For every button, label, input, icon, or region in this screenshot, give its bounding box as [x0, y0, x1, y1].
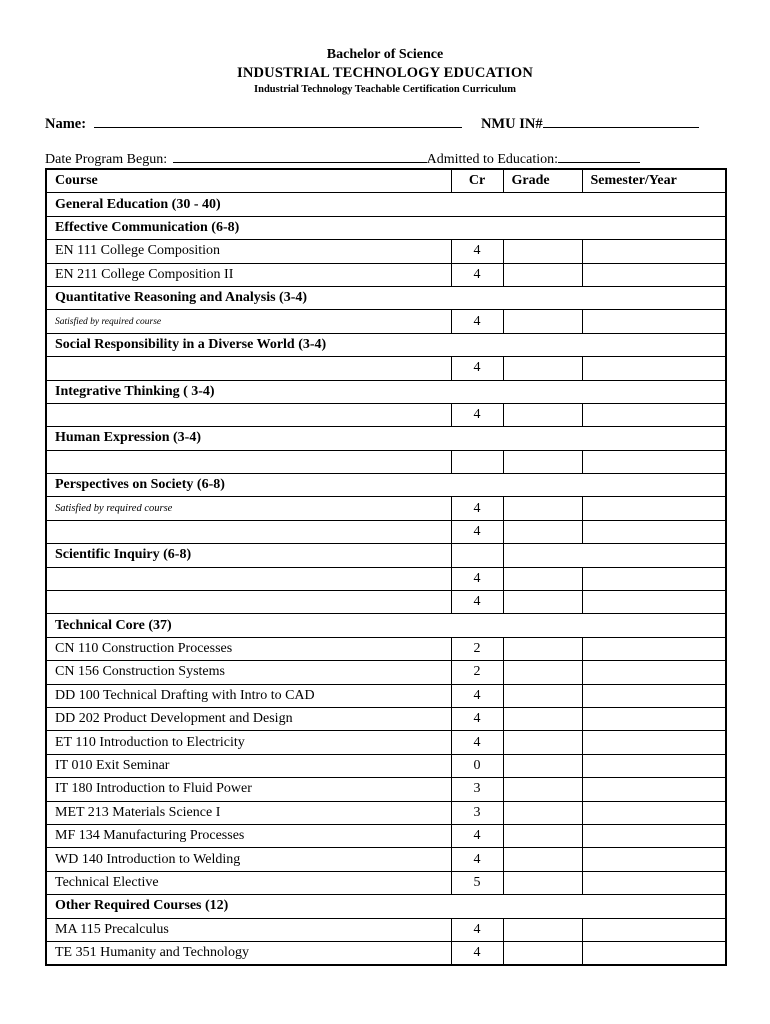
- course-name: EN 111 College Composition: [46, 240, 451, 263]
- semester-cell[interactable]: [582, 357, 726, 380]
- grade-cell[interactable]: [503, 871, 582, 894]
- grade-cell[interactable]: [503, 731, 582, 754]
- section-row: [46, 614, 726, 637]
- course-name: IT 010 Exit Seminar: [46, 754, 451, 777]
- course-name: CN 156 Construction Systems: [46, 661, 451, 684]
- semester-cell[interactable]: [582, 591, 726, 614]
- semester-cell[interactable]: [582, 403, 726, 426]
- admitted-field[interactable]: [558, 148, 640, 163]
- credit-cell: 4: [451, 240, 503, 263]
- section-title: Human Expression (3-4): [46, 427, 726, 450]
- blank-cell: [503, 544, 726, 567]
- section-title: Effective Communication (6-8): [46, 216, 726, 239]
- semester-cell[interactable]: [582, 918, 726, 941]
- grade-cell[interactable]: [503, 240, 582, 263]
- course-row: [46, 754, 726, 777]
- course-name: [46, 520, 451, 543]
- course-name: ET 110 Introduction to Electricity: [46, 731, 451, 754]
- curriculum-subtitle: Industrial Technology Teachable Certification Curriculum: [254, 84, 516, 95]
- credit-cell: 4: [451, 824, 503, 847]
- section-title: Other Required Courses (12): [46, 895, 726, 918]
- semester-cell[interactable]: [582, 731, 726, 754]
- section-row: [46, 474, 726, 497]
- credit-cell: 0: [451, 754, 503, 777]
- course-name: [46, 450, 451, 473]
- date-label: Date Program Begun:: [45, 152, 168, 167]
- credit-cell: 4: [451, 567, 503, 590]
- section-row: [46, 895, 726, 918]
- course-row: [46, 450, 726, 473]
- course-name: CN 110 Construction Processes: [46, 637, 451, 660]
- course-row: [46, 684, 726, 707]
- course-name: EN 211 College Composition II: [46, 263, 451, 286]
- grade-cell[interactable]: [503, 684, 582, 707]
- grade-cell[interactable]: [503, 707, 582, 730]
- course-row: [46, 731, 726, 754]
- credit-cell: 4: [451, 263, 503, 286]
- credit-cell: 3: [451, 778, 503, 801]
- grade-cell[interactable]: [503, 497, 582, 520]
- course-row: [46, 637, 726, 660]
- name-row: [45, 113, 699, 133]
- credit-cell: 4: [451, 497, 503, 520]
- credit-cell: 4: [451, 684, 503, 707]
- course-header: Course: [46, 169, 451, 193]
- semester-cell[interactable]: [582, 240, 726, 263]
- name-field[interactable]: [94, 113, 462, 128]
- grade-cell[interactable]: [503, 778, 582, 801]
- grade-cell[interactable]: [503, 591, 582, 614]
- credit-cell: 3: [451, 801, 503, 824]
- course-name: [46, 403, 451, 426]
- credit-cell: 4: [451, 707, 503, 730]
- course-name: IT 180 Introduction to Fluid Power: [46, 778, 451, 801]
- section-title: Social Responsibility in a Diverse World (3-4): [46, 333, 726, 356]
- credit-cell: 4: [451, 310, 503, 333]
- course-row: [46, 263, 726, 286]
- date-field[interactable]: [173, 148, 427, 163]
- semester-cell[interactable]: [582, 637, 726, 660]
- program-title: INDUSTRIAL TECHNOLOGY EDUCATION: [237, 65, 533, 81]
- credit-cell: 4: [451, 848, 503, 871]
- section-row: [46, 333, 726, 356]
- semester-cell[interactable]: [582, 567, 726, 590]
- semester-cell[interactable]: [582, 941, 726, 965]
- grade-cell[interactable]: [503, 567, 582, 590]
- table-header-row: [46, 169, 726, 193]
- section-row: [46, 216, 726, 239]
- course-name: WD 140 Introduction to Welding: [46, 848, 451, 871]
- section-title: Scientific Inquiry (6-8): [46, 544, 451, 567]
- grade-cell[interactable]: [503, 520, 582, 543]
- semester-cell[interactable]: [582, 801, 726, 824]
- section-row: [46, 427, 726, 450]
- course-row: [46, 497, 726, 520]
- semester-cell[interactable]: [582, 778, 726, 801]
- credit-cell: 4: [451, 403, 503, 426]
- grade-cell[interactable]: [503, 918, 582, 941]
- grade-cell[interactable]: [503, 941, 582, 965]
- course-name: [46, 357, 451, 380]
- course-row: [46, 801, 726, 824]
- course-name: Satisfied by required course: [46, 497, 451, 520]
- credit-cell: [451, 544, 503, 567]
- course-row: [46, 707, 726, 730]
- semester-cell[interactable]: [582, 824, 726, 847]
- section-title: Integrative Thinking ( 3-4): [46, 380, 726, 403]
- course-row: [46, 824, 726, 847]
- credit-cell: 2: [451, 637, 503, 660]
- grade-cell[interactable]: [503, 310, 582, 333]
- section-row: [46, 286, 726, 309]
- course-row: [46, 567, 726, 590]
- course-name: DD 202 Product Development and Design: [46, 707, 451, 730]
- course-row: [46, 520, 726, 543]
- course-name: DD 100 Technical Drafting with Intro to CAD: [46, 684, 451, 707]
- admitted-label: Admitted to Education:: [426, 152, 559, 167]
- course-row: [46, 941, 726, 965]
- credit-cell: 2: [451, 661, 503, 684]
- grade-cell[interactable]: [503, 801, 582, 824]
- credit-cell: 4: [451, 941, 503, 965]
- course-name: MET 213 Materials Science I: [46, 801, 451, 824]
- course-row: [46, 661, 726, 684]
- semester-cell[interactable]: [582, 263, 726, 286]
- course-row: [46, 357, 726, 380]
- semester-cell[interactable]: [582, 871, 726, 894]
- semester-cell[interactable]: [582, 707, 726, 730]
- semester-cell[interactable]: [582, 754, 726, 777]
- grade-cell[interactable]: [503, 661, 582, 684]
- grade-cell[interactable]: [503, 754, 582, 777]
- credit-cell: 4: [451, 520, 503, 543]
- name-label: Name:: [45, 116, 87, 132]
- course-name: [46, 567, 451, 590]
- course-name: MA 115 Precalculus: [46, 918, 451, 941]
- section-title: Perspectives on Society (6-8): [46, 474, 726, 497]
- credit-cell: 4: [451, 591, 503, 614]
- course-row: [46, 240, 726, 263]
- nmu-field[interactable]: [543, 113, 699, 128]
- course-row: [46, 310, 726, 333]
- course-row: [46, 918, 726, 941]
- semester-cell[interactable]: [582, 848, 726, 871]
- course-name: TE 351 Humanity and Technology: [46, 941, 451, 965]
- semester-header: Semester/Year: [582, 169, 726, 193]
- credit-cell: 5: [451, 871, 503, 894]
- course-row: [46, 591, 726, 614]
- section-row: [46, 380, 726, 403]
- section-title: Quantitative Reasoning and Analysis (3-4): [46, 286, 726, 309]
- grade-cell[interactable]: [503, 263, 582, 286]
- course-row: [46, 848, 726, 871]
- credit-cell: [451, 450, 503, 473]
- degree-title: Bachelor of Science: [326, 47, 444, 62]
- course-name: MF 134 Manufacturing Processes: [46, 824, 451, 847]
- course-name: Technical Elective: [46, 871, 451, 894]
- semester-cell[interactable]: [582, 310, 726, 333]
- course-name: Satisfied by required course: [46, 310, 451, 333]
- credit-cell: 4: [451, 357, 503, 380]
- semester-cell[interactable]: [582, 684, 726, 707]
- section-row: [46, 544, 726, 567]
- credit-cell: 4: [451, 731, 503, 754]
- course-row: [46, 871, 726, 894]
- semester-cell[interactable]: [582, 450, 726, 473]
- semester-cell[interactable]: [582, 520, 726, 543]
- course-name: [46, 591, 451, 614]
- grade-cell[interactable]: [503, 403, 582, 426]
- course-row: [46, 403, 726, 426]
- grade-cell[interactable]: [503, 637, 582, 660]
- credit-cell: 4: [451, 918, 503, 941]
- curriculum-table: [45, 168, 727, 966]
- grade-header: Grade: [503, 169, 582, 193]
- nmu-label: NMU IN#: [480, 116, 543, 132]
- section-title: General Education (30 - 40): [46, 193, 726, 216]
- date-row: [45, 148, 640, 168]
- section-row: [46, 193, 726, 216]
- grade-cell[interactable]: [503, 824, 582, 847]
- grade-cell[interactable]: [503, 450, 582, 473]
- grade-cell[interactable]: [503, 357, 582, 380]
- grade-cell[interactable]: [503, 848, 582, 871]
- cr-header: Cr: [451, 169, 503, 193]
- section-title: Technical Core (37): [46, 614, 726, 637]
- semester-cell[interactable]: [582, 661, 726, 684]
- course-row: [46, 778, 726, 801]
- table-body: [46, 193, 726, 965]
- semester-cell[interactable]: [582, 497, 726, 520]
